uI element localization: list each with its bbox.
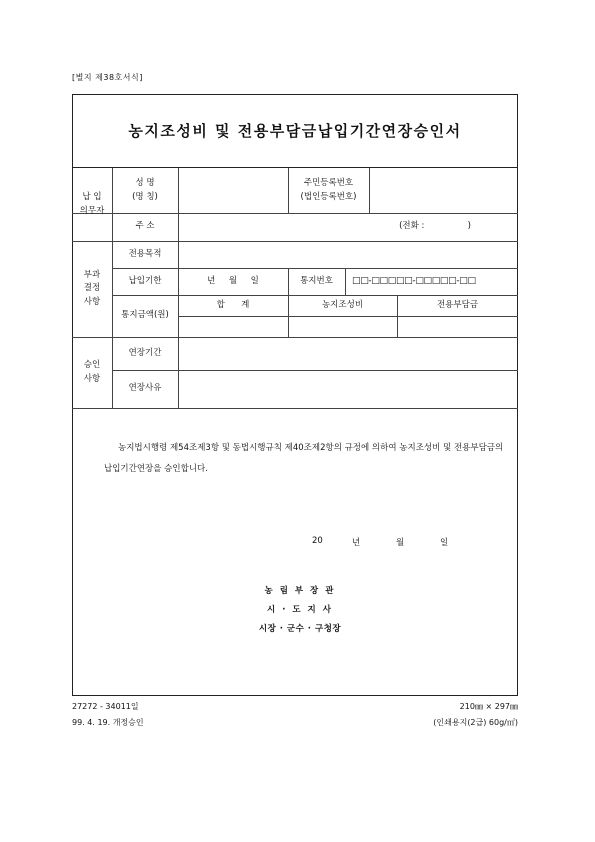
form-code: 27272 - 34011일	[72, 702, 139, 711]
due-date-label: 납입기한	[128, 275, 162, 286]
paper-spec: (인쇄용지(2급) 60g/㎡)	[433, 718, 518, 727]
farmland-fee-header: 농지조성비	[321, 299, 364, 310]
notice-number-field[interactable]: □□-□□□□□-□□□□□-□□	[352, 276, 476, 286]
name-field[interactable]	[178, 168, 288, 213]
farmland-fee-field[interactable]	[288, 316, 397, 337]
name-label: 성 명 (명 칭)	[132, 177, 158, 202]
decision-section-label: 부과 결정 사항	[83, 269, 101, 307]
extension-period-label: 연장기간	[128, 347, 162, 358]
signatory-minister: 농 림 부 장 관	[264, 586, 336, 596]
date-year-label: 년	[352, 538, 361, 548]
approval-section-label: 승인 사항	[83, 359, 101, 384]
form-reference: [별지 제38호서식]	[72, 73, 143, 82]
phone-label: (전화 : )	[399, 221, 471, 232]
approval-date: 99. 4. 19. 개정승인	[72, 718, 144, 727]
approval-statement: 농지법시행령 제54조제3항 및 동법시행규칙 제40조제2항의 규정에 의하여 농지조성비 및 전용부담금의 납입기간연장을 승인합니다.	[104, 443, 504, 474]
due-date-field[interactable]: 년 월 일	[207, 275, 259, 286]
conversion-fee-header: 전용부담금	[436, 299, 479, 310]
section-divider	[72, 408, 518, 409]
id-number-label: 주민등록번호 (법인등록번호)	[300, 177, 357, 202]
address-label: 주 소	[135, 221, 155, 232]
purpose-field[interactable]	[178, 241, 518, 268]
extension-reason-label: 연장사유	[128, 383, 162, 394]
total-amount-field[interactable]	[178, 316, 288, 337]
amount-label: 통지금액(원)	[121, 310, 169, 321]
paper-size: 210㎜ × 297㎜	[459, 702, 518, 711]
total-header: 합 계	[216, 299, 250, 310]
date-year-prefix: 20	[312, 536, 323, 546]
signatory-mayor: 시장 · 군수 · 구청장	[258, 624, 342, 634]
conversion-fee-field[interactable]	[397, 316, 518, 337]
id-number-field[interactable]	[369, 168, 518, 213]
notice-number-label: 통지번호	[300, 275, 333, 286]
date-day-label: 일	[440, 538, 449, 548]
extension-period-field[interactable]	[178, 337, 518, 370]
form-title: 농지조성비 및 전용부담금납입기간연장승인서	[128, 122, 462, 140]
payer-section-label: 납 입 의무자	[79, 191, 105, 216]
date-month-label: 월	[396, 538, 405, 548]
signatory-governor: 시 · 도 지 사	[267, 605, 333, 615]
purpose-label: 전용목적	[128, 248, 162, 259]
title-box	[72, 94, 518, 168]
extension-reason-field[interactable]	[178, 370, 518, 408]
col-divider	[345, 268, 346, 295]
